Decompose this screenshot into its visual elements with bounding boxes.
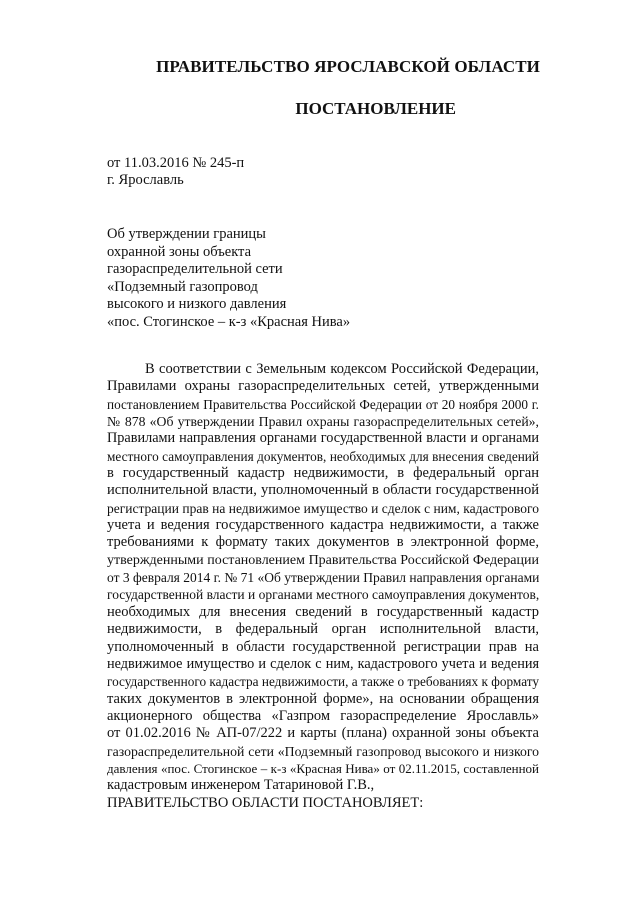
government-title: ПРАВИТЕЛЬСТВО ЯРОСЛАВСКОЙ ОБЛАСТИ [156, 57, 540, 76]
subject-line: «пос. Стогинское – к-з «Красная Нива» [107, 313, 351, 330]
body-line: в государственный кадастр недвижимости, в федеральный орган [107, 465, 539, 482]
document-subject [107, 226, 350, 331]
body-line: Правилами охраны газораспределительных сетей, утвержденными [107, 378, 539, 395]
document-meta [107, 155, 244, 189]
body-line: учета и ведения государственного кадастра недвижимости, а также [107, 517, 539, 534]
body-line: требованиями к формату таких документов в электронной форме, [107, 534, 539, 551]
subject-line: газораспределительной сети [107, 261, 283, 277]
body-line: № 878 «Об утверждении Правил охраны газораспределительных сетей», [107, 414, 539, 430]
resolution-statement: ПРАВИТЕЛЬСТВО ОБЛАСТИ ПОСТАНОВЛЯЕТ: [107, 794, 424, 811]
body-line: акционерного общества «Газпром газораспределение Ярославль» [107, 707, 539, 724]
body-line: постановлением Правительства Российской Федерации от 20 ноября 2000 г. [107, 396, 539, 412]
body-line: уполномоченный в области государственной регистрации прав на [107, 638, 539, 655]
body-line: недвижимости, в федеральный орган исполнительной власти, [107, 621, 539, 638]
document-type-heading: ПОСТАНОВЛЕНИЕ [295, 99, 456, 118]
body-line: исполнительной власти, уполномоченный в области государственной [107, 482, 539, 499]
body-line: от 01.02.2016 № АП-07/222 и карты (плана) охранной зоны объекта [107, 725, 539, 742]
body-line: газораспределительной сети «Подземный газопровод высокого и низкого [107, 743, 539, 759]
subject-line: Об утверждении границы [107, 226, 266, 242]
body-line: регистрации прав на недвижимое имущество и сделок с ним, кадастрового [107, 500, 539, 516]
body-line: кадастровым инженером Татариновой Г.В., [107, 777, 375, 794]
subject-line: высокого и низкого давления [107, 296, 287, 312]
city: г. Ярославль [107, 172, 184, 188]
body-line: В соответствии с Земельным кодексом Российской Федерации, [145, 361, 539, 377]
date-and-number: от 11.03.2016 № 245-п [107, 155, 245, 171]
body-line: недвижимое имущество и сделок с ним, кадастрового учета и ведения [107, 655, 539, 672]
document-body [107, 361, 539, 812]
body-line: необходимых для внесения сведений в государственный кадастр [107, 603, 539, 620]
body-line: Правилами направления органами государственной власти и органами [107, 430, 539, 447]
body-line: давления «пос. Стогинское – к-з «Красная Нива» от 02.11.2015, составленной [107, 760, 539, 776]
subject-line: «Подземный газопровод [107, 278, 258, 295]
body-line: государственной власти и органами местного самоуправления документов, [107, 587, 539, 603]
body-line: государственного кадастра недвижимости, а также о требованиях к формату [107, 674, 539, 690]
subject-line: охранной зоны объекта [107, 243, 252, 260]
body-line: утвержденными постановлением Правительства Российской Федерации [107, 552, 539, 568]
body-line: от 3 февраля 2014 г. № 71 «Об утверждении Правил направления органами [107, 570, 539, 586]
body-line: таких документов в электронной форме», на основании обращения [107, 690, 539, 707]
body-line: местного самоуправления документов, необходимых для внесения сведений [107, 448, 539, 464]
